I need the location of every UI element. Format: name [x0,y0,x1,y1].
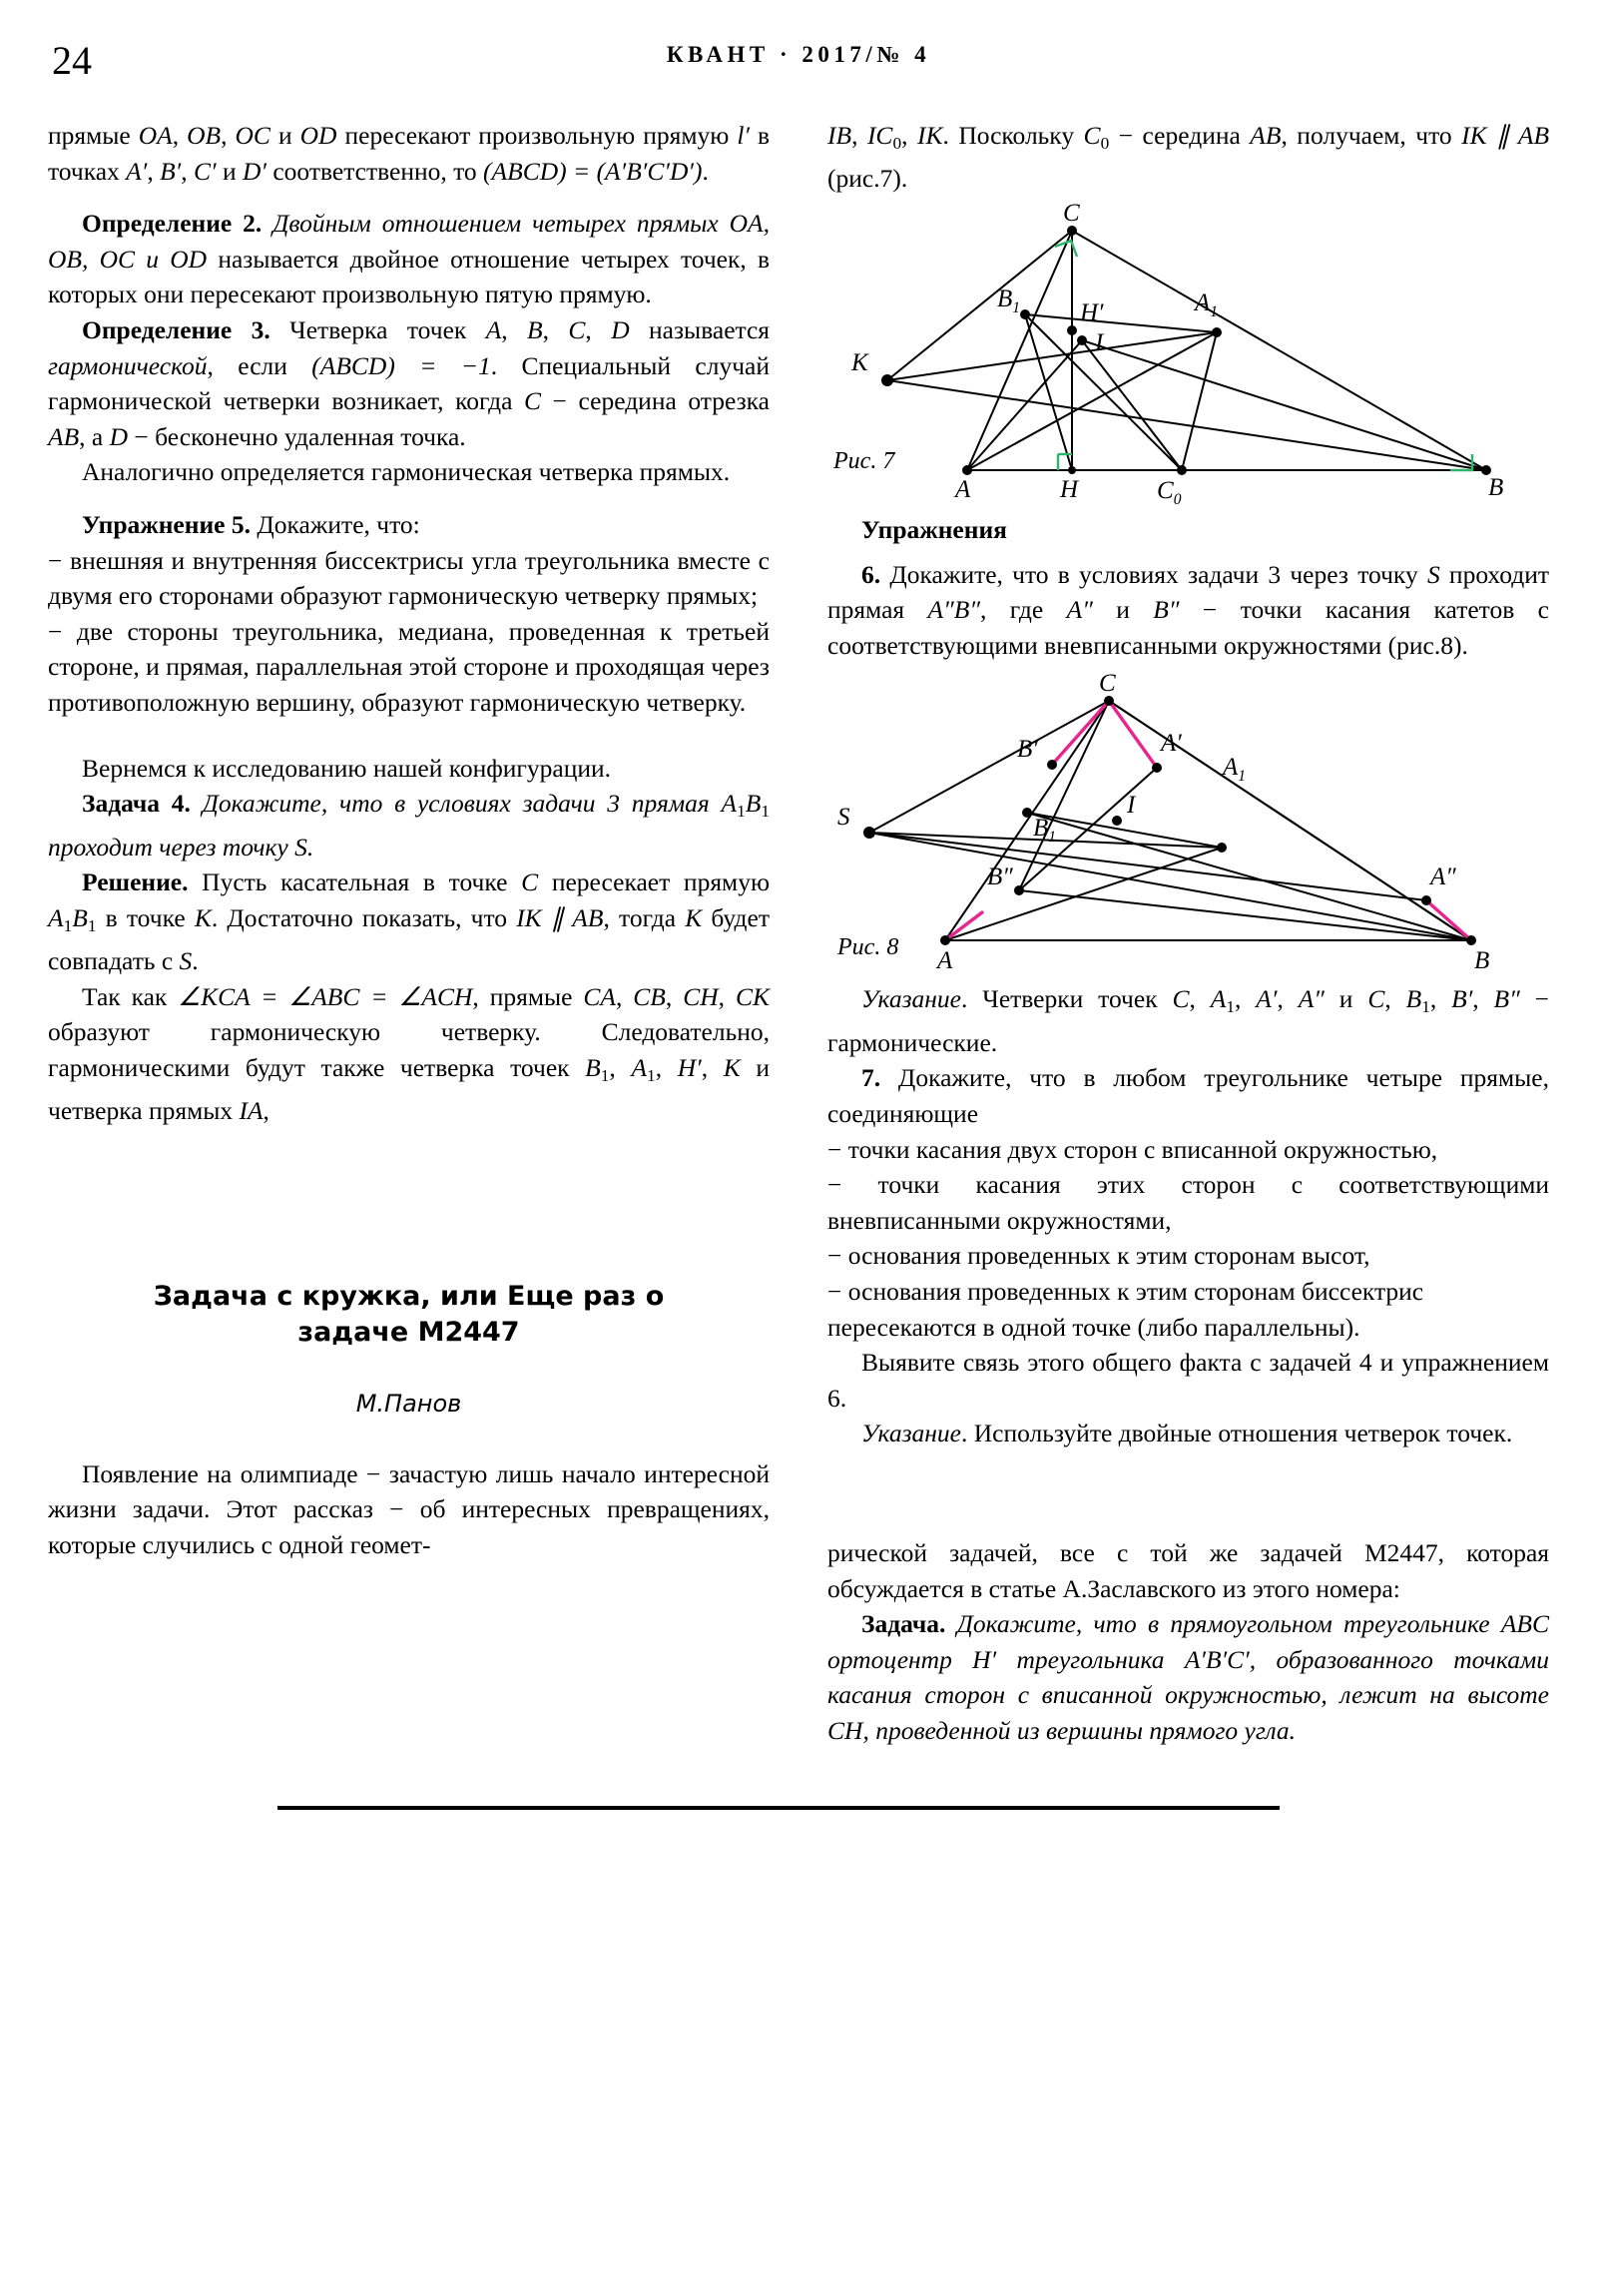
math [721,789,770,821]
right-angle-mark-C [1055,241,1077,257]
paragraph-continuation [48,118,770,189]
svg-text:B: B [1474,947,1490,975]
text: . Специальный случай гармонической четверки возникает, когда [48,350,770,416]
svg-text:H′: H′ [1080,299,1104,327]
math: A″ [1298,984,1325,1014]
text: пересекает прямую [538,867,770,897]
text: − точки касания катетов с соответствующими вневписанными окружностями (рис.8). [827,595,1549,660]
exercise-7-conclusion: пересекаются в одной точке (либо параллельны). [827,1312,1360,1342]
definition-label: Определение 3. [82,314,270,344]
text-italic: , образованного точками касания сторон с вписанной окружностью, лежит на высоте [827,1644,1549,1710]
journal-title: КВАНТ · 2017/№ 4 [666,42,931,67]
article-author: М.Панов [355,1389,462,1418]
article-title-line-2: задаче М2447 [297,1316,520,1348]
running-head [48,38,1549,84]
math-base: A [721,789,738,819]
math [1210,984,1236,1017]
math: l′ [737,121,750,150]
article-title-line-1: Задача с кружка, или Еще раз о [153,1280,665,1312]
article-separator-rule [277,1806,1280,1810]
math: B′ [1451,984,1473,1014]
math: AB [48,421,80,451]
hint-label: Указание [861,1419,961,1448]
math-subscript: 1 [63,915,73,935]
segment-I-B [1082,340,1486,470]
math: OB [187,121,222,150]
exercise-7-item-a: − точки касания двух сторон с вписанной окружностью, [827,1134,1438,1164]
text: − гармонические. [827,984,1550,1057]
exercise-7-item-b: − точки касания этих сторон с соответствующими вневписанными окружностями, [827,1170,1549,1235]
text-italic: и [135,244,171,274]
text: , [1189,984,1211,1014]
text: Так как [82,981,179,1011]
math: OC [235,121,270,150]
math: D [109,421,129,451]
math: D′ [242,156,266,186]
svg-text:K: K [851,349,868,377]
math [866,121,902,153]
text: , тогда [603,902,686,932]
math: A [485,314,502,344]
text: и четверка прямых [48,1052,771,1126]
text: и [1324,984,1368,1014]
text: . Достаточно показать, что [211,902,517,932]
text: образуют гармоническую четверку. Следовательно, гармоническими будут также четверка точек [48,1017,770,1082]
math: C [521,867,539,897]
math-subscript: 1 [761,801,770,821]
math: A″B″ [927,595,980,625]
math: K [723,1052,741,1082]
math: S [294,832,307,861]
text: . [192,946,199,976]
math: AB [1250,121,1282,150]
math [48,902,97,935]
math: B [527,314,543,344]
exercise-label: 6. [861,559,881,589]
text: , [655,1052,678,1082]
task-4 [48,786,770,864]
text: прямые [48,121,139,150]
figure-8 [827,670,1549,975]
exercise-7 [827,1060,1549,1131]
figure-7 [827,200,1549,509]
math: A′ [1256,984,1278,1014]
accent-Bprime-C [1052,701,1109,765]
svg-text:A″: A″ [1430,863,1456,891]
text: . [702,156,709,186]
text: , [701,1052,724,1082]
math: CH [683,981,719,1011]
math-base: B [72,902,88,932]
math: C [1172,984,1190,1014]
math: K [194,902,212,932]
text-italic: треугольника [996,1644,1185,1674]
math [585,1052,610,1085]
math: IA [239,1096,264,1126]
text: , [147,156,161,186]
math: IK [916,121,943,150]
segment-B1-A1 [1025,314,1217,332]
math: OA [729,209,764,239]
page-number: 24 [52,38,92,83]
svg-text:A1: $A_1$ [1195,289,1219,321]
text: , а [79,421,110,451]
text: и [1092,595,1154,625]
math: B″ [1153,595,1180,625]
text: , [1429,984,1452,1014]
exercise-5-item-b: − две стороны треугольника, медиана, проведенная к третьей стороне, и прямая, параллельная этой стороне и проходящая через противоположную вершину, образуют гармоническую четверку. [48,616,770,717]
text: , [609,1052,632,1082]
accent-C-Aprime [1109,701,1157,768]
text: , [718,981,736,1011]
math: B′ [160,156,182,186]
segment-S-C [869,701,1109,833]
text: , [542,314,569,344]
math-formula: IK ∥ AB [516,902,604,932]
math-base: B [745,789,762,819]
svg-text:A1: $A_1$ [1223,754,1247,786]
text: , [1235,984,1257,1014]
text-italic: Докажите, что в прямоугольном треугольнике [945,1609,1501,1639]
text: , [1277,984,1299,1014]
text: Докажите, что: [250,509,420,539]
math: K [685,902,703,932]
math-subscript: 0 [892,133,902,153]
math-formula: IK ∥ AB [1461,121,1550,150]
article-paragraph-right-1: рической задачей, все с той же задачей М2447, которая обсуждается в статье А.Заславского из этого номера: [827,1537,1549,1603]
svg-text:C0: $C_0$ [1157,477,1182,509]
math: C [524,386,542,416]
text: , [585,314,612,344]
text: , [172,121,188,150]
text-italic: проходит через точку [48,832,295,861]
math-base: B [585,1052,601,1082]
text: и [216,156,243,186]
text-italic: ортоцентр [827,1644,973,1674]
text: . Четверки точек [960,984,1173,1014]
accent-Bdbl-A [945,912,982,940]
paragraph-analogous: Аналогично определяется гармоническая четверка прямых. [82,457,731,487]
math-base: A [48,902,64,932]
math: H′ [677,1052,702,1082]
math: C [1367,984,1385,1014]
exercise-7-item-d: − основания проведенных к этим сторонам биссектрис [827,1277,1424,1306]
paragraph-harmonic [48,979,770,1129]
math: CH [827,1715,863,1745]
segment-B1-B [1027,813,1471,940]
segment-CB [1072,231,1486,470]
text: − середина отрезка [541,386,770,416]
segment-C-Bdbl [1019,701,1109,890]
math: OD [299,121,337,150]
article-paragraph-1: Появление на олимпиаде − зачастую лишь начало интересной жизни задачи. Этот рассказ − об интересных превращениях, которые случились с одной геомет- [48,1458,770,1559]
svg-text:C: C [1099,670,1116,698]
math: B″ [1493,984,1520,1014]
text: Докажите, что в любом треугольнике четыре прямые, соединяющие [827,1063,1549,1129]
definition-3 [48,312,770,454]
svg-text:C: C [1063,200,1080,228]
text: (рис.7). [827,164,908,194]
math: S [1426,559,1440,589]
text: − середина [1109,121,1251,150]
text: в точках [48,121,771,186]
math [1405,984,1430,1017]
math-base: IC [866,121,893,150]
text-italic: Двойным отношением четырех прямых [262,209,730,239]
text: Четверка точек [269,314,486,344]
text: Докажите, что в условиях задачи 3 через точку [880,559,1427,589]
svg-text:B1: $B_1$ [997,286,1021,317]
math: H′ [972,1644,997,1674]
task-label: Задача. [861,1609,946,1639]
svg-text:S: S [837,804,850,832]
math-subscript: 1 [1226,997,1236,1017]
text-italic: . [306,832,314,861]
text-italic: Докажите, что в условиях задачи 3 прямая [190,789,722,819]
exercise-6 [827,557,1549,664]
math-formula: ∠KCA = ∠ABC = ∠ACH [178,981,473,1011]
text: в точке [96,902,195,932]
math: OA [138,121,173,150]
exercise-7-followup: Выявите связь этого общего факта с задачей 4 и упражнением 6. [827,1348,1549,1413]
svg-text:B′: B′ [1017,736,1038,764]
math: A′B′C′ [1184,1644,1250,1674]
right-column [827,118,1549,2254]
svg-text:H: H [1060,476,1079,504]
solution [48,864,770,979]
figure-8-caption: Рис. 8 [837,934,899,961]
math: CA [583,981,616,1011]
figure-7-points [881,226,1491,475]
math: D [611,314,630,344]
text-italic: , [82,244,100,274]
math: OD [170,244,208,274]
text: , [901,121,917,150]
segment-A1-C0 [1182,332,1217,470]
math-base: A [1210,984,1227,1014]
math-subscript: 1 [647,1065,656,1085]
svg-text:A: A [955,476,971,504]
svg-text:A: A [937,947,953,975]
text: будет совпадать с [48,902,770,976]
math [1083,121,1110,153]
svg-text:B″: B″ [987,863,1013,891]
text: проходит прямая [827,559,1549,625]
svg-text:B1: $B_1$ [1033,815,1057,847]
paragraph-return: Вернемся к исследованию нашей конфигурации. [82,753,612,783]
math-base: C [1083,121,1101,150]
text: Пусть касательная в точке [188,867,522,897]
left-column [48,118,770,2254]
article-task [827,1606,1549,1748]
definition-2 [48,206,770,312]
exercise-label: 7. [861,1063,881,1093]
math-subscript: 1 [737,801,746,821]
text: , [263,1096,269,1126]
math [631,1052,656,1085]
text: , [1472,984,1494,1014]
math-base: B [1405,984,1422,1014]
text: , если [207,350,312,380]
hint-1 [827,981,1549,1060]
text-italic: , [763,209,770,239]
text: , где [979,595,1067,625]
text: , [501,314,528,344]
hint-label: Указание [861,984,961,1014]
text: , [851,121,867,150]
math: A″ [1066,595,1093,625]
text: пересекают произвольную прямую [336,121,738,150]
exercises-heading: Упражнения [861,515,1007,545]
math-subscript: 1 [600,1065,610,1085]
math: C′ [193,156,217,186]
text-italic: гармонической [48,350,208,380]
definition-label: Определение 2. [82,209,263,239]
segment-A1-A [945,848,1222,940]
text: и [269,121,300,150]
svg-text:A′: A′ [1161,730,1182,758]
text: . Поскольку [942,121,1084,150]
figure-7-drawing [827,200,1549,509]
text: , [181,156,194,186]
math: IB [827,121,852,150]
text-italic: , проведенной из вершины прямого угла. [862,1715,1296,1745]
paragraph-continuation-right [827,118,1549,197]
svg-text:B: B [1488,474,1504,502]
math: C [568,314,586,344]
math: ABC [1500,1609,1549,1639]
hint-2 [827,1416,1549,1451]
figure-7-caption: Рис. 7 [833,448,895,475]
math-subscript: 0 [1100,133,1110,153]
text: , [221,121,236,150]
svg-text:I: I [1095,329,1104,357]
figure-8-labels [837,670,1489,974]
exercise-7-item-c: − основания проведенных к этим сторонам высот, [827,1241,1370,1271]
two-column-body [48,118,1549,2254]
math: OC [99,244,136,274]
math-formula: (ABCD) = (A′B′C′D′) [483,156,703,186]
math: CB [633,981,666,1011]
exercise-label: Упражнение 5. [82,509,251,539]
math: CK [735,981,771,1011]
segment-S-B [869,833,1471,940]
svg-text:I: I [1127,792,1136,820]
text: называется двойное отношение четырех точек, в которых они пересекают произвольную пятую прямую. [48,244,771,309]
text: соответственно, то [266,156,484,186]
math: S [179,946,193,976]
figure-8-drawing [827,670,1549,975]
math-subscript: 1 [87,915,97,935]
text: . Используйте двойные отношения четверок точек. [960,1419,1513,1448]
exercise-5 [48,507,770,543]
math-formula: (ABCD) = −1 [311,350,491,380]
text: − бесконечно удаленная точка. [128,421,466,451]
math: A′ [126,156,148,186]
math-base: A [631,1052,648,1082]
text: , получаем, что [1281,121,1462,150]
task-label: Задача 4. [82,789,191,819]
math-subscript: 1 [1421,997,1430,1017]
segment-KB [887,380,1486,470]
text: , прямые [472,981,584,1011]
exercise-5-item-a: − внешняя и внутренняя биссектрисы угла треугольника вместе с двумя его сторонами образуют гармоническую четверку прямых; [48,545,770,611]
text: называется [629,314,771,344]
text: , [1384,984,1406,1014]
text: , [665,981,684,1011]
segment-B1-A1 [1027,813,1222,848]
solution-label: Решение. [82,867,189,897]
segment-AC [967,231,1072,470]
math: OB [48,244,82,274]
text: , [615,981,634,1011]
segment-S-Adbl [869,833,1426,900]
